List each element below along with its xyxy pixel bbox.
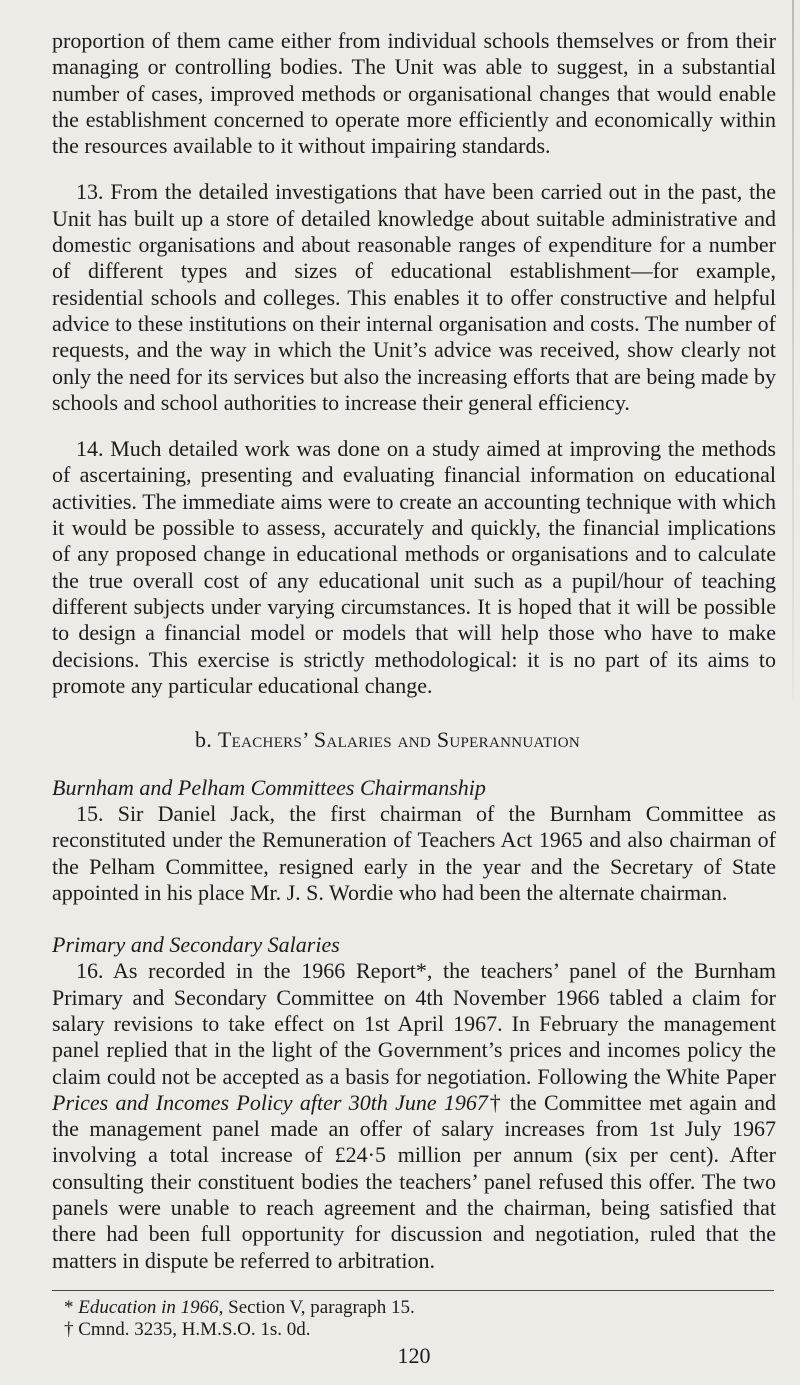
page-edge-shadow [792,0,794,700]
section-title: Teachers’ Salaries and Superannuation [217,727,580,753]
footnote-1-rest: , Section V, paragraph 15. [218,1296,415,1318]
subheading-primary-secondary: Primary and Secondary Salaries [52,932,340,958]
page-number: 120 [397,1342,431,1368]
document-page [52,28,776,1369]
paragraph-16-white-paper-title: Prices and Incomes Policy after 30th June 1967 [52,1089,488,1115]
footnote-1 [52,1297,776,1319]
paragraph-16 [52,958,776,1274]
paragraph-15: 15. Sir Daniel Jack, the first chairman of the Burnham Committee as reconstituted under the Remuneration of Teachers Act 1965 and also chairman of the Pelham Committee, resigned early in the year and the Secretary of State appointed in his place Mr. J. S. Wordie who had been the alternate chairman. [52,801,776,906]
paragraph-14: 14. Much detailed work was done on a study aimed at improving the methods of ascertaining, presenting and evaluating financial information on educational activities. The immediate aims were to create an accounting technique with which it would be possible to assess, accurately and quickly, the financial implications of any proposed change in educational methods or organisations and to calculate the true overall cost of any educational unit such as a pupil/hour of teaching different subjects under varying circumstances. It is hoped that it will be possible to design a financial model or models that will help those who have to make decisions. This exercise is strictly methodological: it is no part of its aims to promote any particular educational change. [52,436,776,698]
footnote-1-mark: * [64,1296,79,1318]
section-heading [52,727,776,753]
paragraph-16-part-a: 16. As recorded in the 1966 Report*, the teachers’ panel of the Burnham Primary and Secondary Committee on 4th November 1966 tabled a claim for salary revisions to take effect on 1st April 1967. In February the management panel replied that in the light of the Government’s prices and incomes policy the claim could not be accepted as a basis for negotiation. Following the White Paper [52,958,776,1089]
subheading-burnham-pelham: Burnham and Pelham Committees Chairmanship [52,775,486,801]
section-letter: b. [195,727,213,753]
footnote-1-title: Education in 1966 [78,1296,219,1318]
paragraph-continued: proportion of them came either from individual schools themselves or from their managing or controlling bodies. The Unit was able to suggest, in a substantial number of cases, improved methods or organisational changes that would enable the establishment concerned to operate more efficiently and economically within the resources available to it without impairing standards. [52,28,776,159]
paragraph-13: 13. From the detailed investigations that have been carried out in the past, the Unit has built up a store of detailed knowledge about suitable administrative and domestic organisations and about reasonable ranges of expenditure for a number of different types and sizes of educational establishment—for example, residential schools and colleges. This enables it to offer constructive and helpful advice to these institutions on their internal organisation and costs. The number of requests, and the way in which the Unit’s advice was received, show clearly not only the need for its services but also the increasing efforts that are being made by schools and school authorities to increase their general efficiency. [52,179,776,415]
paragraph-16-part-b: † the Committee met again and the management panel made an offer of salary increases from 1st July 1967 involving a total increase of £24·5 million per annum (six per cent). After consulting their constituent bodies the teachers’ panel refused this offer. The two panels were unable to reach agreement and the chairman, being satisfied that there had been full opportunity for discussion and negotiation, ruled that the matters in dispute be referred to arbitration. [52,1089,776,1273]
footnote-2: † Cmnd. 3235, H.M.S.O. 1s. 0d. [64,1318,311,1340]
footnote-divider [52,1290,774,1291]
